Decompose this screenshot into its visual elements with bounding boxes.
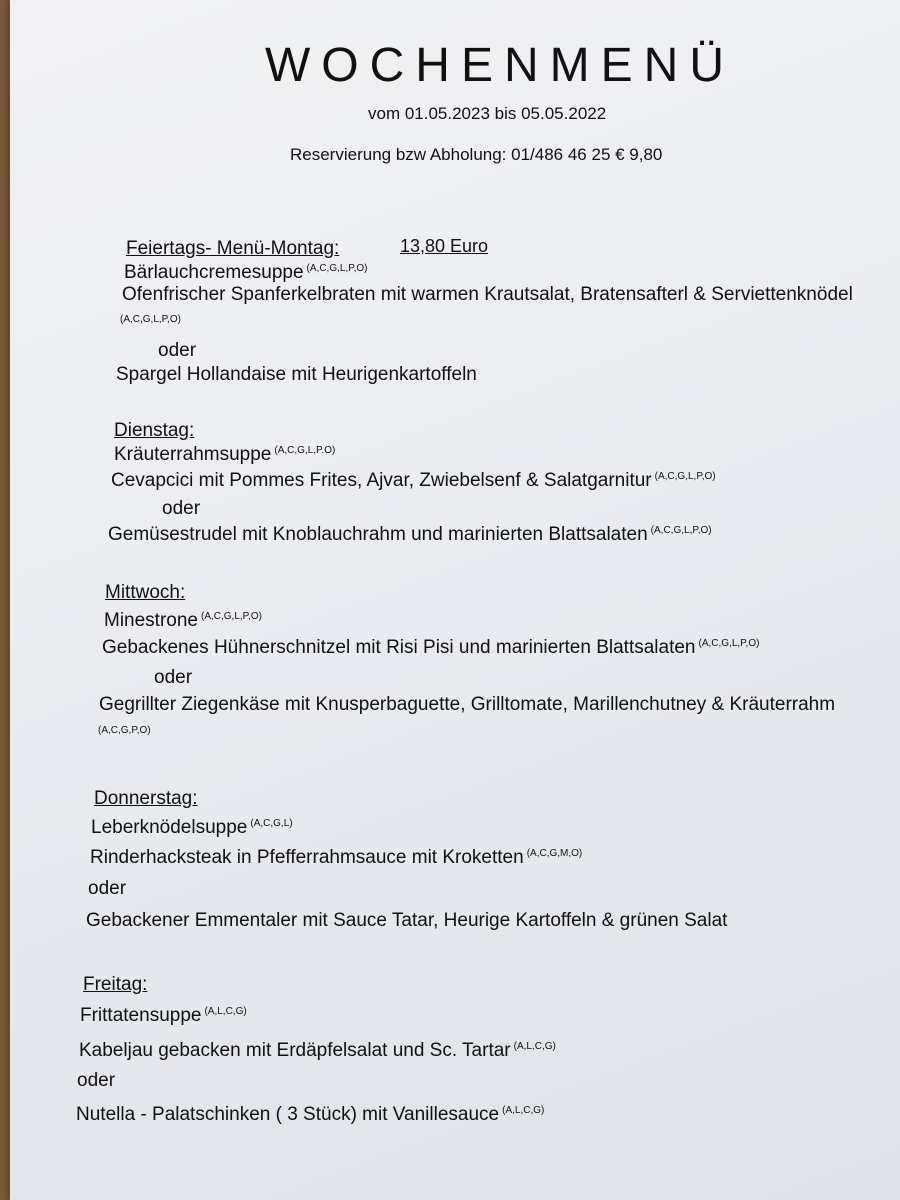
soup-name: Minestrone [104,610,198,631]
soup-name: Leberknödelsuppe [91,817,248,838]
main1-mittwoch [102,637,759,659]
or-dienstag: oder [162,498,201,519]
or-montag: oder [158,340,197,361]
main2-mittwoch: Gegrillter Ziegenkäse mit Knusperbaguette, Grilltomate, Marillenchutney & Kräuterrahm [99,694,836,715]
menu-title: WOCHENMENÜ [265,39,735,92]
main1-donnerstag [90,847,582,869]
menu-sheet [10,0,900,1200]
holiday-price: 13,80 Euro [400,236,489,256]
main2-dienstag [108,524,712,546]
main2-allergens-mittwoch: (A,C,G,P,O) [98,725,151,736]
date-range: vom 01.05.2023 bis 05.05.2022 [368,104,607,123]
main1-montag: Ofenfrischer Spanferkelbraten mit warmen Krautsalat, Bratensafterl & Serviettenknödel [122,284,853,305]
main2-donnerstag: Gebackener Emmentaler mit Sauce Tatar, Heurige Kartoffeln & grünen Salat [86,910,728,931]
soup-name: Kräuterrahmsuppe [114,444,272,465]
day-heading-dienstag: Dienstag: [114,420,195,441]
allergen-codes: (A,C,G,L,P.O) [274,444,336,456]
main1-name: Kabeljau gebacken mit Erdäpfelsalat und Sc. Tartar [79,1040,511,1061]
soup-name: Frittatensuppe [80,1005,202,1026]
allergen-codes: (A,C,G,L,P,O) [306,262,368,274]
main1-freitag [79,1040,556,1062]
main1-name: Rinderhacksteak in Pfefferrahmsauce mit Kroketten [90,847,524,868]
allergen-codes: (A,C,G,L,P,O) [650,524,712,536]
allergen-codes: (A,C,G,L,P,O) [654,470,716,482]
main1-name: Gebackenes Hühnerschnitzel mit Risi Pisi und marinierten Blattsalaten [102,637,696,658]
day-heading-montag: Feiertags- Menü-Montag: [126,238,340,259]
allergen-codes: (A,C,G,L) [250,817,293,829]
soup-donnerstag [91,817,293,839]
allergen-codes: (A,C,G,L,P,O) [698,637,760,649]
main1-name: Cevapcici mit Pommes Frites, Ajvar, Zwiebelsenf & Salatgarnitur [111,470,652,491]
day-heading-mittwoch: Mittwoch: [105,582,186,603]
day-heading-freitag: Freitag: [83,974,148,995]
main2-montag: Spargel Hollandaise mit Heurigenkartoffeln [116,364,477,385]
allergen-codes: (A,L,C,G) [502,1104,545,1116]
soup-mittwoch [104,610,262,632]
allergen-codes: (A,L,C,G) [513,1040,556,1052]
or-donnerstag: oder [88,878,127,899]
main2-name: Nutella - Palatschinken ( 3 Stück) mit Vanillesauce [76,1104,500,1125]
or-mittwoch: oder [154,667,193,688]
main2-name: Gemüsestrudel mit Knoblauchrahm und marinierten Blattsalaten [108,524,648,545]
allergen-codes: (A,C,G,L,P,O) [201,610,262,622]
allergen-codes: (A,C,G,M,O) [526,847,583,859]
or-freitag: oder [77,1070,116,1091]
main2-freitag [76,1104,544,1126]
soup-name: Bärlauchcremesuppe [124,262,304,283]
main1-dienstag [111,470,716,492]
soup-dienstag [114,444,335,466]
reservation-info: Reservierung bzw Abholung: 01/486 46 25 € 9,80 [290,145,663,164]
day-heading-donnerstag: Donnerstag: [94,788,198,809]
soup-montag [124,262,368,284]
soup-freitag [80,1005,247,1027]
allergen-codes: (A,L,C,G) [204,1005,247,1017]
main1-allergens-montag: (A,C,G,L,P,O) [120,314,181,325]
